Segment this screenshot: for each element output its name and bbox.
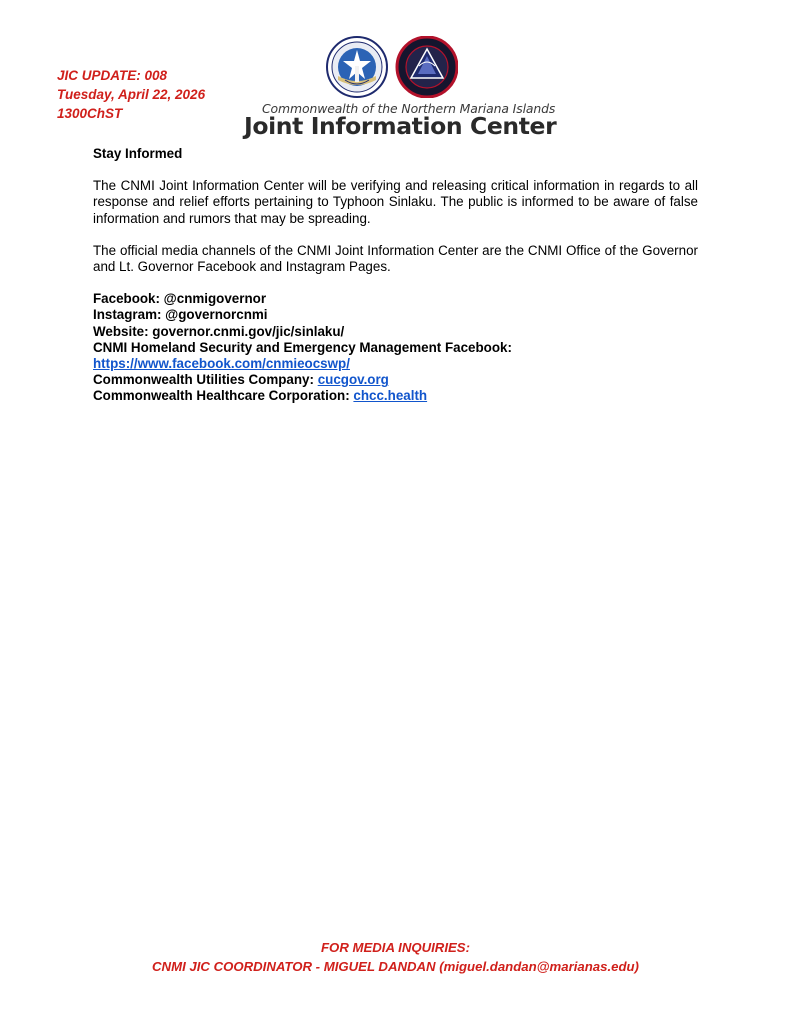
header-subtitle: Commonwealth of the Northern Mariana Islands bbox=[262, 101, 556, 116]
contact-chcc-row bbox=[93, 388, 698, 404]
chcc-label: Commonwealth Healthcare Corporation: bbox=[93, 388, 354, 404]
contact-instagram: Instagram: @governorcnmi bbox=[93, 307, 268, 323]
document-body bbox=[93, 146, 698, 405]
media-inquiries-footer bbox=[0, 938, 791, 976]
paragraph-official-channels: The official media channels of the CNMI Joint Information Center are the CNMI Office of the Governor and Lt. Governor Facebook and Instagram Pages. bbox=[93, 242, 698, 275]
paragraph-verification: The CNMI Joint Information Center will be verifying and releasing critical information in regards to all response and relief efforts pertaining to Typhoon Sinlaku. The public is informed to be aware of false information and rumors that may be spreading. bbox=[93, 178, 698, 226]
cuc-link[interactable]: cucgov.org bbox=[317, 372, 389, 388]
footer-coordinator: CNMI JIC COORDINATOR - MIGUEL DANDAN (miguel.dandan@marianas.edu) bbox=[152, 959, 639, 974]
jic-update-time: 1300ChST bbox=[57, 106, 123, 121]
contact-cuc-row bbox=[93, 372, 698, 388]
contact-website: Website: governor.cnmi.gov/jic/sinlaku/ bbox=[93, 323, 345, 339]
homeland-security-emergency-management-seal-icon bbox=[397, 37, 457, 97]
chcc-link[interactable]: chcc.health bbox=[353, 388, 428, 404]
cnmi-government-seal-icon bbox=[327, 37, 387, 97]
cuc-label: Commonwealth Utilities Company: bbox=[93, 372, 318, 388]
section-heading: Stay Informed bbox=[93, 146, 183, 161]
hsem-facebook-link[interactable]: https://www.facebook.com/cnmieocswp/ bbox=[93, 356, 350, 372]
jic-update-number: JIC UPDATE: 008 bbox=[57, 68, 168, 83]
contact-list bbox=[93, 291, 698, 404]
header-title: Joint Information Center bbox=[244, 112, 557, 140]
footer-heading: FOR MEDIA INQUIRIES: bbox=[321, 940, 470, 955]
jic-update-block bbox=[57, 66, 205, 123]
header-seals bbox=[326, 36, 458, 98]
contact-facebook: Facebook: @cnmigovernor bbox=[93, 291, 267, 307]
jic-update-date: Tuesday, April 22, 2026 bbox=[57, 87, 206, 102]
contact-hsem-label: CNMI Homeland Security and Emergency Management Facebook: bbox=[93, 339, 512, 355]
contact-hsem-row bbox=[93, 356, 698, 372]
